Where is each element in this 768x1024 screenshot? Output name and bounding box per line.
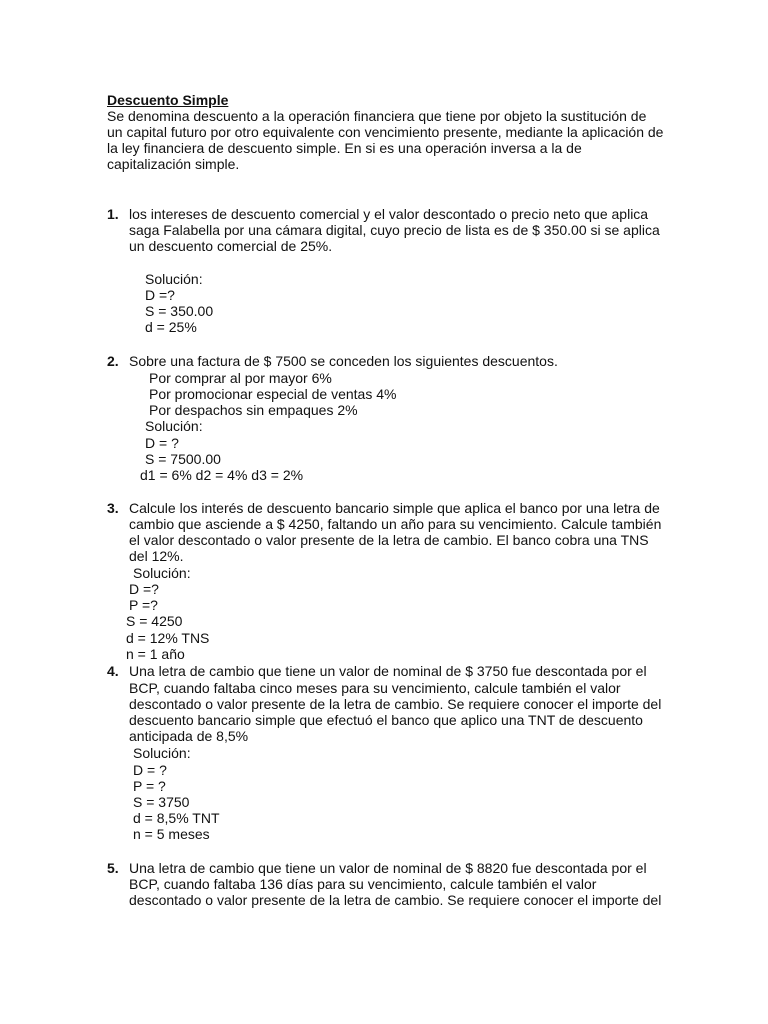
solution-heading: Solución: (133, 565, 191, 581)
solution-line: S = 7500.00 (145, 451, 221, 467)
problem-text-line: un descuento comercial de 25%. (129, 238, 333, 254)
problem-text-line: BCP, cuando faltaba cinco meses para su vencimiento, calcule también el valor (129, 680, 621, 696)
discount-item: Por comprar al por mayor 6% (149, 370, 332, 386)
problem-text-line: Sobre una factura de $ 7500 se conceden los siguientes descuentos. (129, 353, 558, 369)
solution-heading: Solución: (145, 418, 203, 434)
problem-number: 2. (107, 353, 119, 369)
problem-text-line: saga Falabella por una cámara digital, cuyo precio de lista es de $ 350.00 si se aplica (129, 222, 660, 238)
intro-line: un capital futuro por otro equivalente con vencimiento presente, mediante la aplicación de (107, 124, 664, 140)
discount-item: Por despachos sin empaques 2% (149, 402, 358, 418)
intro-line: Se denomina descuento a la operación financiera que tiene por objeto la sustitución de (107, 108, 647, 124)
problem-text-line: descuento bancario simple que efectuó el banco que aplico una TNT de descuento (129, 712, 643, 728)
solution-line: P = ? (133, 778, 166, 794)
problem-text-line: los intereses de descuento comercial y el valor descontado o precio neto que aplica (129, 206, 649, 222)
intro-line: la ley financiera de descuento simple. En si es una operación inversa a la de (107, 140, 582, 156)
solution-line: D =? (129, 581, 159, 597)
problem-text-line: Calcule los interés de descuento bancario simple que aplica el banco por una letra de (129, 500, 660, 516)
solution-line: d = 12% TNS (126, 630, 210, 646)
problem-text-line: del 12%. (129, 548, 184, 564)
solution-heading: Solución: (145, 271, 203, 287)
problem-text-line: cambio que asciende a $ 4250, faltando un año para su vencimiento. Calcule también (129, 516, 662, 532)
intro-line: capitalización simple. (107, 156, 240, 172)
problem-text-line: descontado o valor presente de la letra de cambio. Se requiere conocer el importe del (129, 696, 662, 712)
solution-line: S = 4250 (126, 613, 183, 629)
solution-line: d = 25% (145, 319, 197, 335)
problem-text-line: descontado o valor presente de la letra de cambio. Se requiere conocer el importe del (129, 892, 662, 908)
discount-item: Por promocionar especial de ventas 4% (149, 386, 397, 402)
solution-line: D =? (145, 287, 175, 303)
problem-text-line: Una letra de cambio que tiene un valor de nominal de $ 8820 fue descontada por el (129, 860, 647, 876)
solution-line: P =? (129, 597, 158, 613)
solution-line: D = ? (145, 435, 179, 451)
solution-line: D = ? (133, 762, 167, 778)
solution-line: n = 5 meses (133, 826, 210, 842)
solution-line: S = 350.00 (145, 303, 214, 319)
problem-text-line: BCP, cuando faltaba 136 días para su vencimiento, calcule también el valor (129, 876, 597, 892)
problem-number: 1. (107, 206, 119, 222)
problem-text-line: Una letra de cambio que tiene un valor de nominal de $ 3750 fue descontada por el (129, 663, 647, 679)
problem-number: 5. (107, 860, 119, 876)
solution-heading: Solución: (133, 745, 191, 761)
solution-line: d1 = 6% d2 = 4% d3 = 2% (140, 467, 304, 483)
solution-line: S = 3750 (133, 794, 190, 810)
page-title: Descuento Simple (107, 92, 229, 108)
problem-number: 3. (107, 500, 119, 516)
problem-text-line: anticipada de 8,5% (129, 728, 249, 744)
solution-line: n = 1 año (126, 646, 185, 662)
solution-line: d = 8,5% TNT (133, 810, 220, 826)
problem-text-line: el valor descontado o valor presente de la letra de cambio. El banco cobra una TNS (129, 532, 649, 548)
problem-number: 4. (107, 663, 119, 679)
